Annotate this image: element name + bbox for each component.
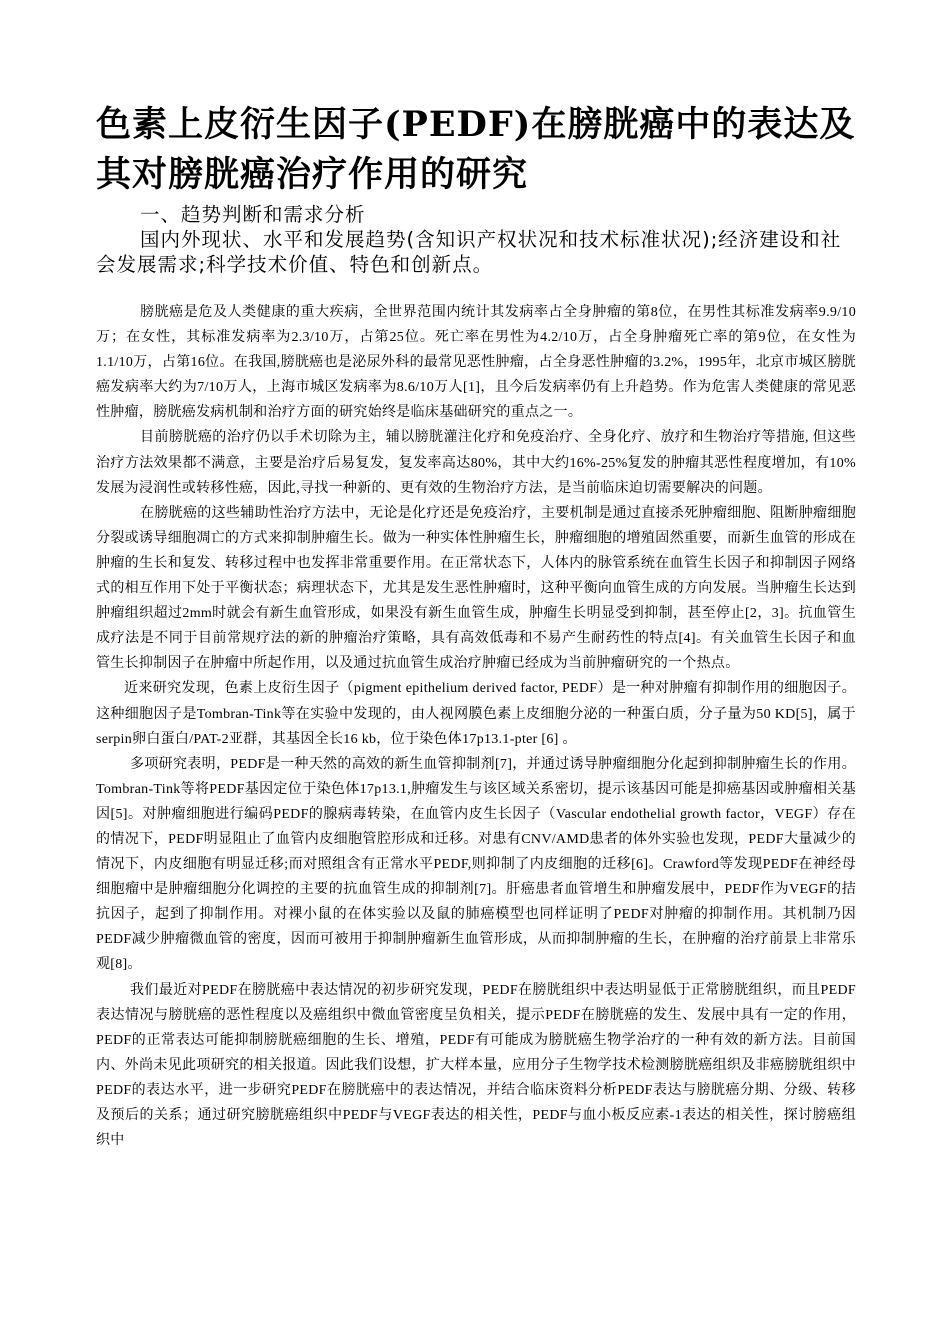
paragraph-incidence: 膀胱癌是危及人类健康的重大疾病，全世界范围内统计其发病率占全身肿瘤的第8位，在男性其标准发病率9.9/10万；在女性，其标准发病率为2.3/10万，占第25位。死亡率在男性为4.2/10万，占全身肿瘤死亡率的第9位，在女性为1.1/10万，占第16位。在我国,膀胱癌也是泌尿外科的最常见恶性肿瘤，占全身恶性肿瘤的3.2%，1995年，北京市城区膀胱癌发病率大约为7/10万人，上海市城区发病率为8.6/10万人[1]，且今后发病率仍有上升趋势。作为危害人类健康的常见恶性肿瘤，膀胱癌发病机制和治疗方面的研究始终是临床基础研究的重点之一。 [96,305,856,421]
paragraph-pedf-discovery: 近来研究发现，色素上皮衍生因子（pigment epithelium derived factor, PEDF）是一种对肿瘤有抑制作用的细胞因子。这种细胞因子是Tombran-Tink等在实验中发现的，由人视网膜色素上皮细胞分泌的一种蛋白质，分子量为50 KD[5]，属于serpin卵白蛋白/PAT-2亚群，其基因全长16 kb，位于染色体17p13.1-pter [6] 。 [96,681,856,747]
paragraph-angiogenesis: 在膀胱癌的这些辅助性治疗方法中，无论是化疗还是免疫治疗，主要机制是通过直接杀死肿瘤细胞、阻断肿瘤细胞分裂或诱导细胞凋亡的方式来抑制肿瘤生长。做为一种实体性肿瘤生长，肿瘤细胞的增殖固然重要，而新生血管的形成在肿瘤的生长和复发、转移过程中也发挥非常重要作用。在正常状态下，人体内的脉管系统在血管生长因子和抑制因子网络式的相互作用下处于平衡状态；病理状态下，尤其是发生恶性肿瘤时，这种平衡向血管生成的方向发展。当肿瘤生长达到肿瘤组织超过2mm时就会有新生血管形成，如果没有新生血管生成，肿瘤生长明显受到抑制，甚至停止[2，3]。抗血管生成疗法是不同于目前常规疗法的新的肿瘤治疗策略，具有高效低毒和不易产生耐药性的特点[4]。有关血管生长因子和血管生长抑制因子在肿瘤中所起作用，以及通过抗血管生成治疗肿瘤已经成为当前肿瘤研究的一个热点。 [96,505,856,672]
document-title: 色素上皮衍生因子(PEDF)在膀胱癌中的表达及其对膀胱癌治疗作用的研究 [96,104,856,195]
paragraph-pedf-studies: 多项研究表明，PEDF是一种天然的高效的新生血管抑制剂[7]，并通过诱导肿瘤细胞分化起到抑制肿瘤生长的作用。Tombran-Tink等将PEDF基因定位于染色体17p13.1,肿瘤发生与该区域关系密切，提示该基因可能是抑癌基因或肿瘤相关基因[5]。对肿瘤细胞进行编码PEDF的腺病毒转染，在血管内皮生长因子（Vascular endothelial growth factor，VEGF）存在的情况下，PEDF明显阻止了血管内皮细胞管腔形成和迁移。对患有CNV/AMD患者的体外实验也发现，PEDF大量减少的情况下，内皮细胞有明显迁移;而对照组含有正常水平PEDF,则抑制了内皮细胞的迁移[6]。Crawford等发现PEDF在神经母细胞瘤中是肿瘤细胞分化调控的主要的抗血管生成的抑制剂[7]。肝癌患者血管增生和肿瘤发展中，PEDF作为VEGF的拮抗因子，起到了抑制作用。对裸小鼠的在体实验以及鼠的肺癌模型也同样证明了PEDF对肿瘤的抑制作用。其机制乃因PEDF减少肿瘤微血管的密度，因而可被用于抑制肿瘤新生血管形成，从而抑制肿瘤的生长，在肿瘤的治疗前景上非常乐观[8]。 [96,756,856,973]
section-heading: 一、趋势判断和需求分析 [140,203,366,226]
section-subheading: 国内外现状、水平和发展趋势(含知识产权状况和技术标准状况);经济建设和社会发展需求;科学技术价值、特色和创新点。 [96,228,842,276]
paragraph-current-treatment: 目前膀胱癌的治疗仍以手术切除为主，辅以膀胱灌注化疗和免疫治疗、全身化疗、放疗和生物治疗等措施, 但这些治疗方法效果都不满意，主要是治疗后易复发，复发率高达80%，其中大约16%-25%复发的肿瘤其恶性程度增加，有10%发展为浸润性或转移性癌，因此,寻找一种新的、更有效的生物治疗方法，是当前临床迫切需要解决的问题。 [96,430,856,496]
document-page [96,100,856,1153]
paragraph-our-research: 我们最近对PEDF在膀胱癌中表达情况的初步研究发现，PEDF在膀胱组织中表达明显低于正常膀胱组织，而且PEDF表达情况与膀胱癌的恶性程度以及癌组织中微血管密度呈负相关，提示PEDF在膀胱癌的发生、发展中具有一定的作用，PEDF的正常表达可能抑制膀胱癌细胞的生长、增殖，PEDF有可能成为膀胱癌生物学治疗的一种有效的新方法。目前国内、外尚未见此项研究的相关报道。因此我们设想，扩大样本量，应用分子生物学技术检测膀胱癌组织及非癌膀胱组织中PEDF的表达水平，进一步研究PEDF在膀胱癌中的表达情况，并结合临床资料分析PEDF表达与膀胱癌分期、分级、转移及预后的关系；通过研究膀胱癌组织中PEDF与VEGF表达的相关性，PEDF与血小板反应素-1表达的相关性，探讨膀癌组织中 [96,982,856,1149]
document-body [96,300,856,1153]
